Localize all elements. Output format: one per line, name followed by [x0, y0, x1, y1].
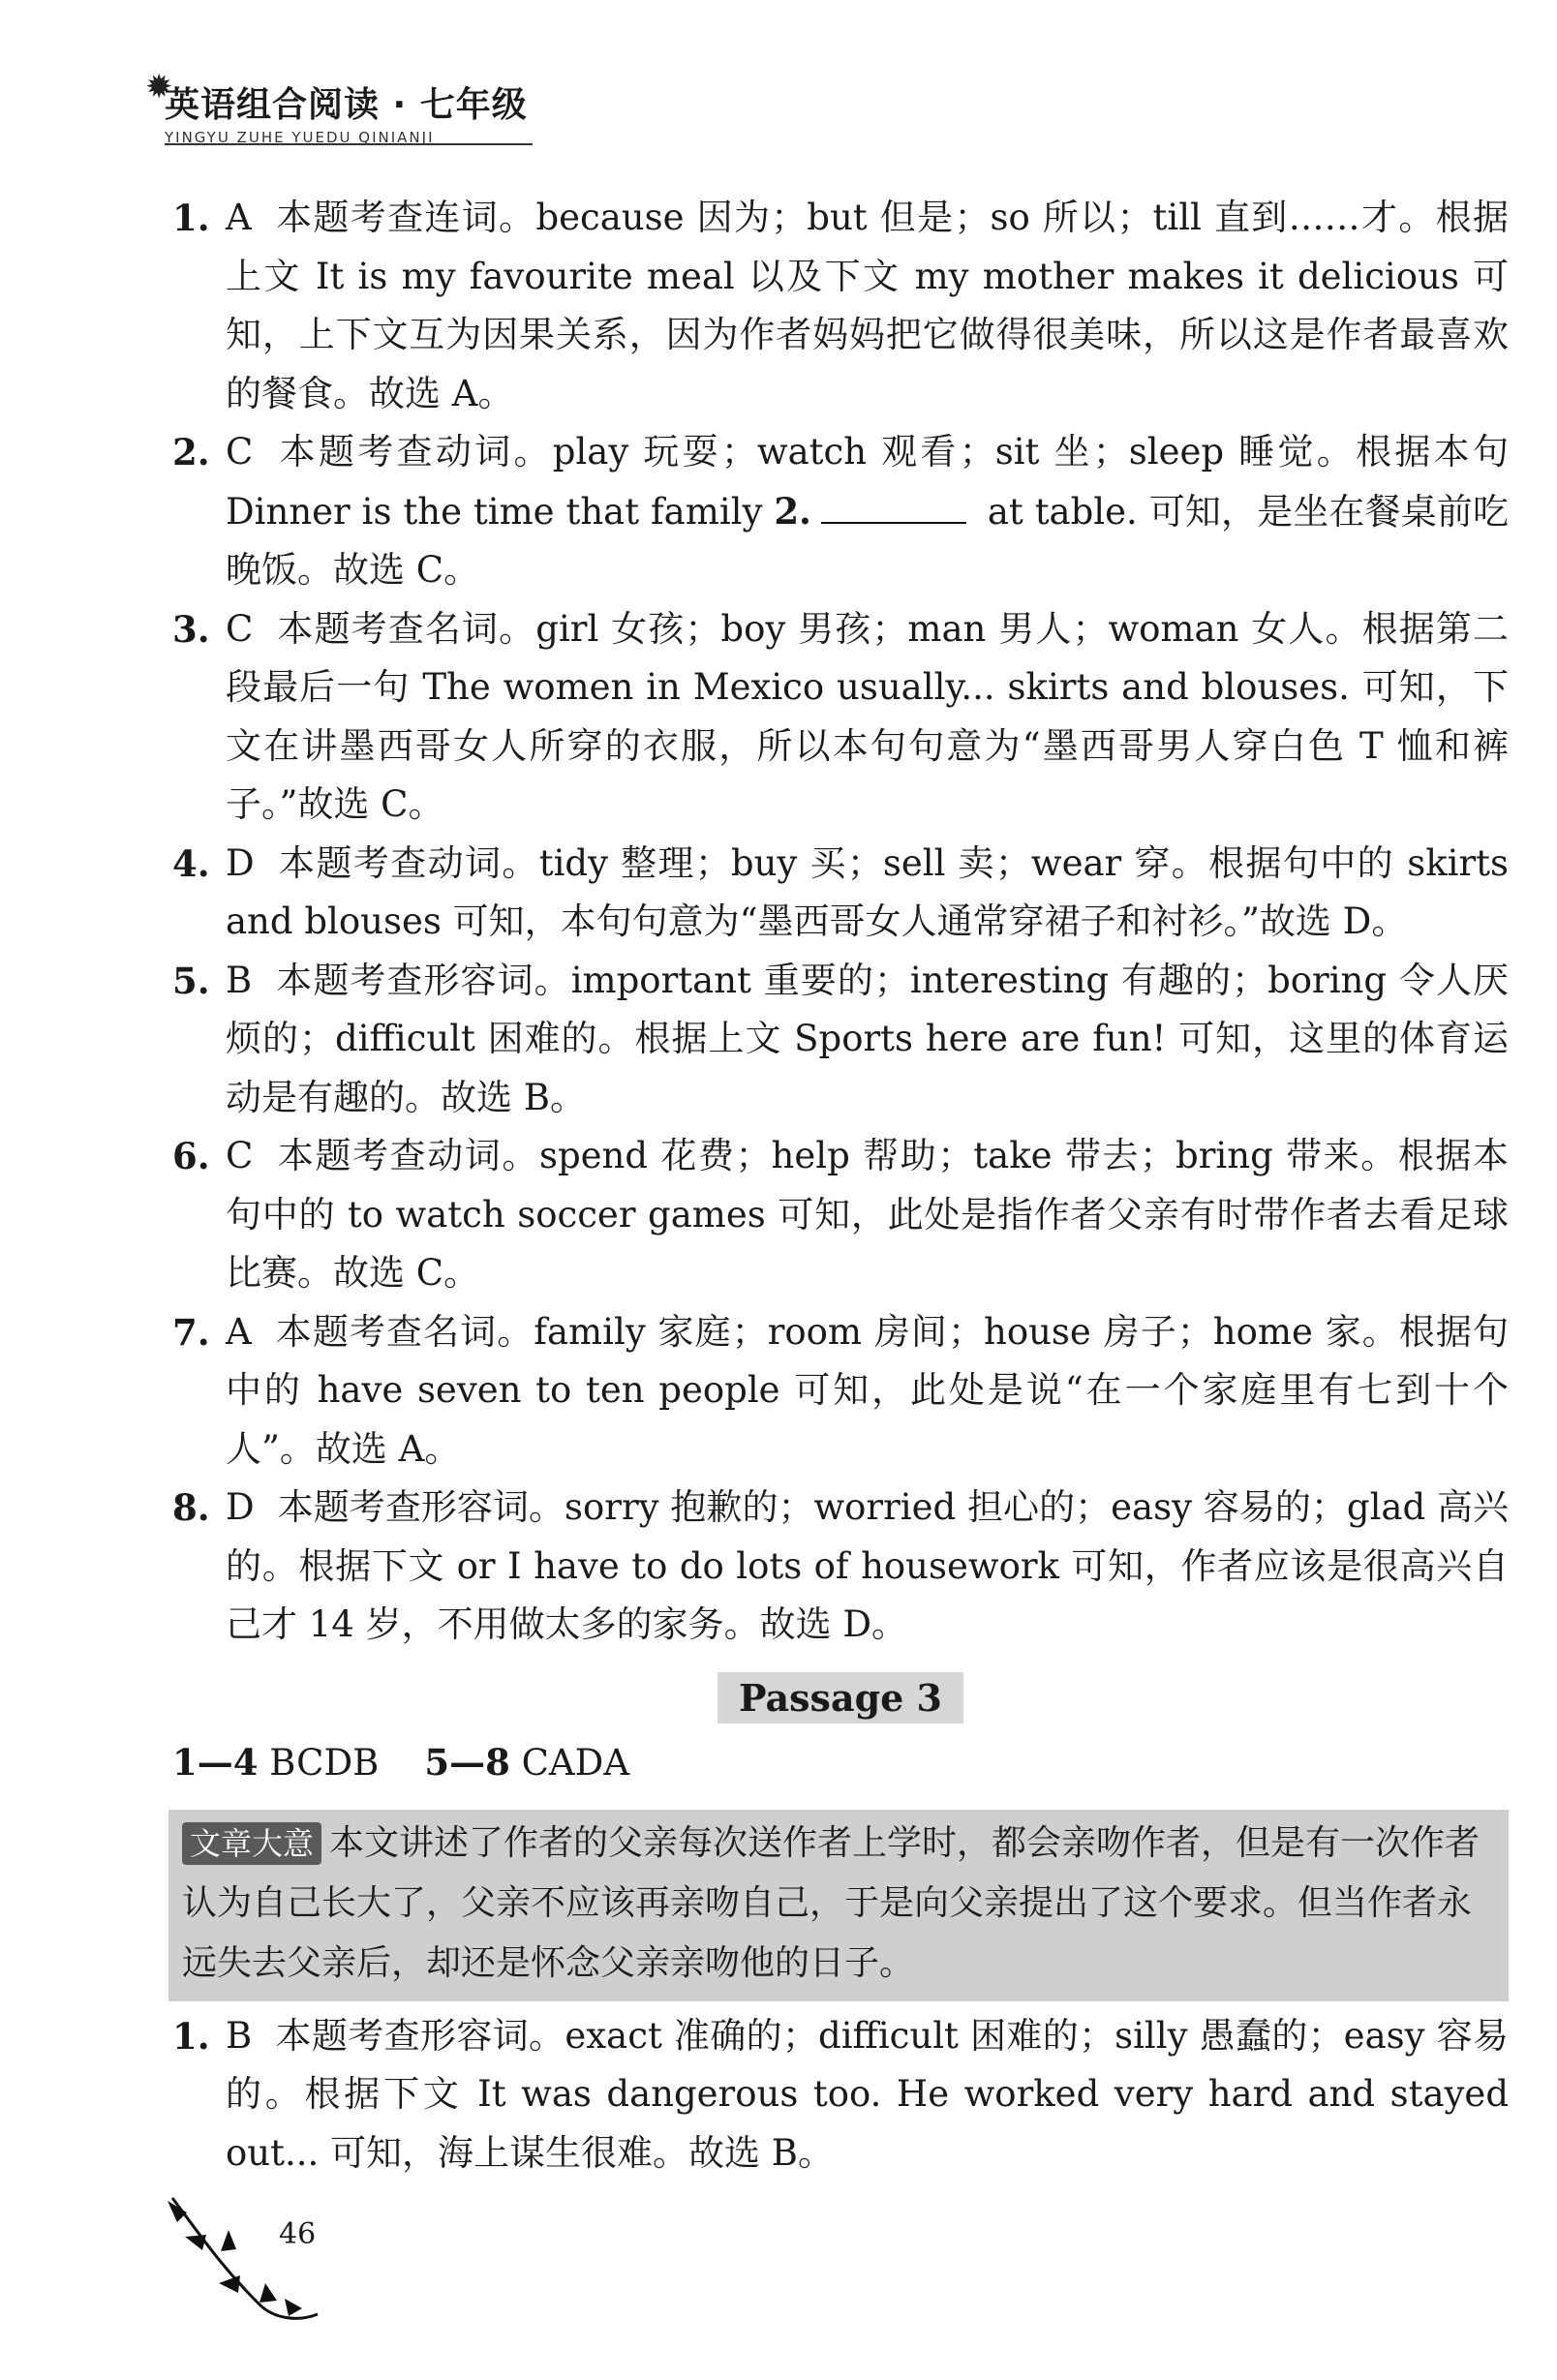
- item-text-continued: at table. 可知，是坐在餐桌前吃晚饭。故选 C。: [226, 490, 1509, 591]
- explanation-item: [172, 189, 1509, 423]
- item-answer: A: [226, 197, 252, 238]
- item-text: 本题考查动词。spend 花费；help 帮助；take 带去；bring 带来。根据本句中的 to watch soccer games 可知，此处是指作者父亲有时带作者去看足球比赛。故选 C。: [226, 1135, 1509, 1294]
- header-star-icon: ✹: [145, 68, 173, 107]
- book-title-pinyin: YINGYU ZUHE YUEDU QINIANJI: [165, 129, 435, 146]
- explanation-item: [172, 2007, 1509, 2183]
- item-answer: A: [226, 1310, 252, 1353]
- explanation-item: [172, 835, 1509, 952]
- passage-heading: [172, 1672, 1509, 1724]
- explanation-item: [172, 952, 1509, 1128]
- item-number: 1.: [172, 197, 210, 239]
- explanation-item: [172, 423, 1509, 600]
- item-answer: D: [226, 841, 255, 884]
- article-summary-box: [168, 1810, 1509, 2001]
- vine-ornament-icon: [163, 2179, 327, 2324]
- item-text: 本题考查动词。play 玩耍；watch 观看；sit 坐；sleep 睡觉。根据本句 Dinner is the time that family: [226, 431, 1509, 533]
- summary-text: 本文讲述了作者的父亲每次送作者上学时，都会亲吻作者，但是有一次作者认为自己长大了，父亲不应该再亲吻自己，于是向父亲提出了这个要求。但当作者永远失去父亲后，却还是怀念父亲亲吻他的日子。: [182, 1822, 1481, 1983]
- page-number: 46: [279, 2217, 317, 2251]
- item-answer: B: [226, 959, 253, 1001]
- answer-key-values-1: BCDB: [269, 1741, 380, 1784]
- item-number: 7.: [172, 1310, 210, 1354]
- answer-blank: [821, 493, 966, 524]
- blank-number: 2.: [774, 489, 811, 533]
- item-text: 本题考查动词。tidy 整理；buy 买；sell 卖；wear 穿。根据句中的 skirts and blouses 可知，本句句意为“墨西哥女人通常穿裙子和衬衫。”故选 D。: [226, 841, 1509, 942]
- item-answer: C: [226, 431, 254, 473]
- explanation-item: [172, 1479, 1509, 1655]
- item-text: 本题考查形容词。exact 准确的；difficult 困难的；silly 愚蠢的；easy 容易的。根据下文 It was dangerous too. He worked very hard and stayed out... 可知，海上谋生很难。故选 B。: [226, 2014, 1509, 2174]
- explanation-item: [172, 1127, 1509, 1303]
- answer-key-values-2: CADA: [521, 1741, 630, 1784]
- item-text: 本题考查形容词。sorry 抱歉的；worried 担心的；easy 容易的；glad 高兴的。根据下文 or I have to do lots of housework 可知，作者应该是很高兴自己才 14 岁，不用做太多的家务。故选 D。: [226, 1486, 1509, 1645]
- answer-key-range-1: 1—4: [172, 1740, 259, 1784]
- item-number: 6.: [172, 1135, 210, 1177]
- item-number: 3.: [172, 607, 210, 651]
- explanation-item: [172, 600, 1509, 835]
- answer-content: [172, 189, 1509, 2182]
- item-answer: C: [226, 1135, 254, 1176]
- answer-key-range-2: 5—8: [424, 1740, 510, 1784]
- item-number: 1.: [172, 2014, 210, 2058]
- passage-title: Passage 3: [717, 1672, 963, 1724]
- item-text: 本题考查形容词。important 重要的；interesting 有趣的；boring 令人厌烦的；difficult 困难的。根据上文 Sports here are fun! 可知，这里的体育运动是有趣的。故选 B。: [226, 959, 1509, 1118]
- summary-tag: 文章大意: [182, 1822, 321, 1865]
- item-answer: B: [226, 2014, 253, 2057]
- answer-key-line: [172, 1733, 1509, 1792]
- running-header: [165, 77, 528, 146]
- item-number: 4.: [172, 841, 210, 885]
- passage3-explanations: [172, 2007, 1509, 2183]
- header-divider: [165, 143, 533, 145]
- item-number: 2.: [172, 431, 210, 473]
- item-text: 本题考查连词。because 因为；but 但是；so 所以；till 直到……才。根据上文 It is my favourite meal 以及下文 my mother makes it delicious 可知，上下文互为因果关系，因为作者妈妈把它做得很美味，所以这是作者最喜欢的餐食。故选 A。: [226, 197, 1509, 414]
- item-number: 8.: [172, 1486, 210, 1529]
- item-answer: D: [226, 1486, 255, 1528]
- item-number: 5.: [172, 959, 210, 1002]
- item-text: 本题考查名词。girl 女孩；boy 男孩；man 男人；woman 女人。根据第二段最后一句 The women in Mexico usually... skirts and blouses. 可知，下文在讲墨西哥女人所穿的衣服，所以本句句意为“墨西哥男人穿白色 T 恤和裤子。”故选 C。: [226, 607, 1509, 825]
- item-answer: C: [226, 607, 254, 650]
- explanation-item: [172, 1303, 1509, 1480]
- passage2-explanations: [172, 189, 1509, 1655]
- book-title: 英语组合阅读 · 七年级: [165, 85, 528, 125]
- item-text: 本题考查名词。family 家庭；room 房间；house 房子；home 家。根据句中的 have seven to ten people 可知，此处是说“在一个家庭里有七到十个人”。故选 A。: [226, 1310, 1509, 1470]
